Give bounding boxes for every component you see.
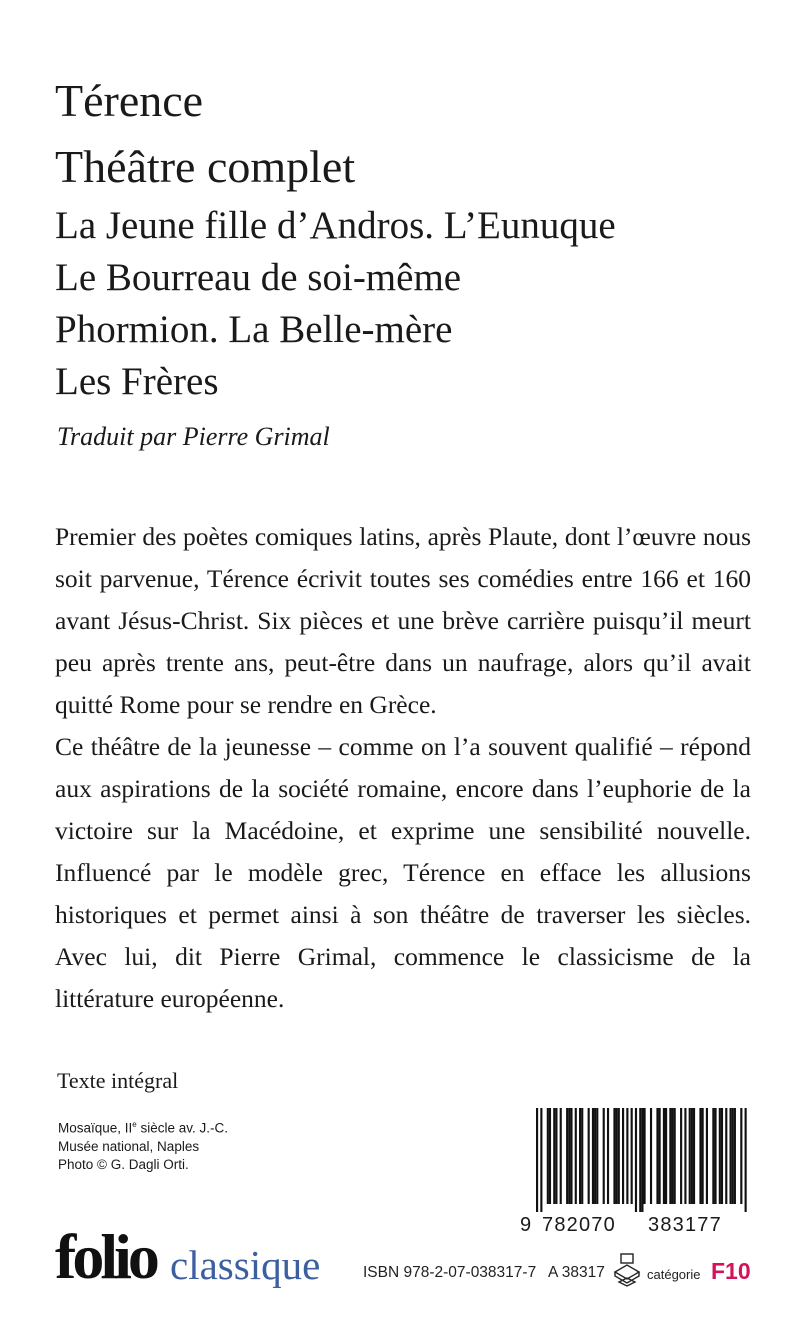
barcode-bar [553, 1108, 555, 1204]
barcode-bar [693, 1108, 695, 1204]
barcode-bar [702, 1108, 704, 1204]
barcode-bar [607, 1108, 609, 1204]
barcode-bar [725, 1108, 727, 1204]
barcode-bar [706, 1108, 708, 1204]
barcode-bar [730, 1108, 732, 1204]
barcode-bar [536, 1108, 538, 1212]
isbn-number: ISBN 978-2-07-038317-7 [363, 1264, 537, 1281]
barcode-bar [663, 1108, 665, 1204]
barcode-bar [575, 1108, 577, 1204]
barcode-lead-digit: 9 [520, 1214, 533, 1236]
barcode-left-group: 782070 [542, 1214, 616, 1236]
play-title: Les Frères [55, 360, 219, 403]
barcode-bar [570, 1108, 572, 1204]
barcode-bar [669, 1108, 671, 1204]
barcode-bar [603, 1108, 605, 1204]
barcode-bar [719, 1108, 721, 1204]
barcode-digits [520, 1212, 752, 1238]
barcode-bar [622, 1108, 624, 1204]
folio-logo: folio [55, 1221, 156, 1292]
barcode-bar [631, 1108, 633, 1204]
full-text-mention: Texte intégral [57, 1068, 179, 1093]
barcode-bar [618, 1108, 620, 1204]
barcode-bar [568, 1108, 570, 1204]
barcode-bar [592, 1108, 594, 1204]
play-title: La Jeune fille d’Andros. L’Eunuque [55, 204, 616, 247]
barcode-bar [732, 1108, 734, 1204]
barcode-bar [691, 1108, 693, 1204]
category-code: F10 [711, 1258, 751, 1284]
barcode-bar [596, 1108, 598, 1204]
barcode-bar [674, 1108, 676, 1204]
barcode-bar [745, 1108, 747, 1212]
credit-line: Photo © G. Dagli Orti. [58, 1156, 189, 1172]
collection-logo: classique [170, 1242, 321, 1288]
book-author: Térence [55, 75, 204, 126]
barcode-bar [734, 1108, 736, 1204]
barcode-bar [639, 1108, 641, 1212]
barcode-bar [560, 1108, 562, 1204]
barcode-bar [714, 1108, 716, 1204]
barcode-bar [581, 1108, 583, 1204]
barcode-bar [635, 1108, 637, 1212]
barcode-bar [566, 1108, 568, 1204]
play-title: Phormion. La Belle-mère [55, 308, 453, 351]
translator-credit: Traduit par Pierre Grimal [57, 422, 330, 451]
barcode [520, 1108, 752, 1240]
barcode-bar [555, 1108, 557, 1204]
barcode-bar [656, 1108, 658, 1204]
credit-line: Mosaïque, IIe siècle av. J.-C. [58, 1120, 229, 1136]
blurb-paragraph: Ce théâtre de la jeunesse – comme on l’a souvent qualifié – répond aux aspirations de la société romaine, encore dans l’euphorie de la victoire sur la Macédoine, et exprime une sensibilité nouvelle. Influencé par le modèle grec, Térence en efface les allusions historiques et permet ainsi à son théâtre de traverser les siècles. Avec lui, dit Pierre Grimal, commence le classicisme de la littérature européenne. [55, 732, 751, 1013]
category-label: catégorie [647, 1267, 701, 1282]
barcode-bar [641, 1108, 643, 1212]
credit-line: Musée national, Naples [58, 1138, 200, 1154]
barcode-right-group: 383177 [648, 1214, 722, 1236]
barcode-bar [659, 1108, 661, 1204]
back-cover-blurb [55, 516, 751, 1020]
book-subtitle: Théâtre complet [55, 141, 356, 192]
barcode-bar [740, 1108, 742, 1204]
barcode-bar [588, 1108, 590, 1204]
barcode-bar [594, 1108, 596, 1204]
barcode-bar [712, 1108, 714, 1204]
barcode-bar [626, 1108, 628, 1204]
barcode-bar [540, 1108, 542, 1212]
barcode-bar [684, 1108, 686, 1204]
barcode-bar [547, 1108, 549, 1204]
cover-image-credits [58, 1116, 228, 1174]
barcode-bar [549, 1108, 551, 1204]
blurb-paragraph: Premier des poètes comiques latins, après Plaute, dont l’œuvre nous soit parvenue, Térence écrivit toutes ses comédies entre 166 et 160 avant Jésus-Christ. Six pièces et une brève carrière puisqu’il meurt peu après trente ans, peut-être dans un naufrage, alors qu’il avait quitté Rome pour se rendre en Grèce. [55, 522, 751, 719]
barcode-bar [613, 1108, 615, 1204]
barcode-bar [699, 1108, 701, 1204]
plays-list [55, 200, 616, 408]
barcode-bar [644, 1108, 646, 1204]
barcode-bar [665, 1108, 667, 1204]
barcode-bars [520, 1108, 752, 1212]
play-title: Le Bourreau de soi-même [55, 256, 462, 299]
reference-code: A 38317 [548, 1264, 605, 1281]
barcode-bar [689, 1108, 691, 1204]
barcode-bar [721, 1108, 723, 1204]
barcode-bar [579, 1108, 581, 1204]
barcode-bar [680, 1108, 682, 1204]
barcode-bar [616, 1108, 618, 1204]
barcode-bar [650, 1108, 652, 1204]
barcode-bar [671, 1108, 673, 1204]
books-stack-icon [613, 1252, 641, 1288]
